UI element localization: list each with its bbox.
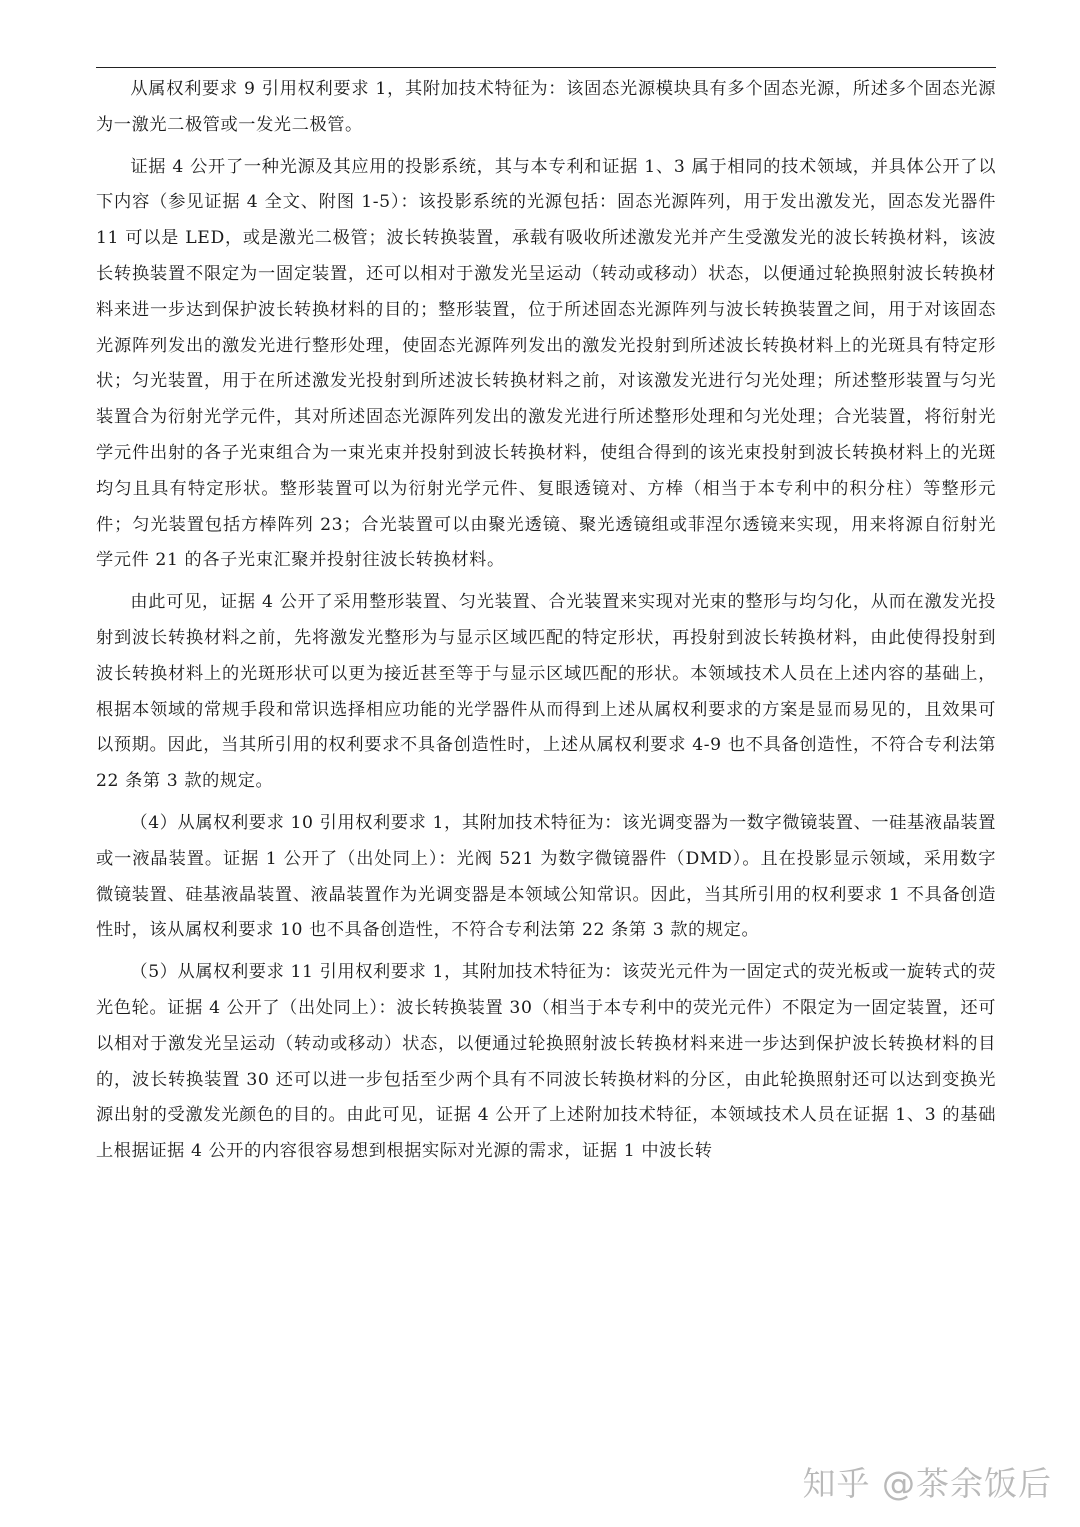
paragraph-claim-9: 从属权利要求 9 引用权利要求 1，其附加技术特征为：该固态光源模块具有多个固态光源，所述多个固态光源为一激光二极管或一发光二极管。 — [96, 79, 996, 135]
paragraph-evidence-4: 证据 4 公开了一种光源及其应用的投影系统，其与本专利和证据 1、3 属于相同的技术领域，并具体公开了以下内容（参见证据 4 全文、附图 1-5）：该投影系统的光源包括：固态光源阵列，用于发出激发光，固态发光器件 11 可以是 LED，或是激光二极管；波长转换装置，承载有吸收所述激发光并产生受激发光的波长转换材料，该波长转换装置不限定为一固定装置，还可以相对于激发光呈运动（转动或移动）状态，以便通过轮换照射波长转换材料来进一步达到保护波长转换材料的目的；整形装置，位于所述固态光源阵列与波长转换装置之间，用于对该固态光源阵列发出的激发光进行整形处理，使固态光源阵列发出的激发光投射到所述波长转换材料上的光斑具有特定形状；匀光装置，用于在所述激发光投射到所述波长转换材料之前，对该激发光进行匀光处理；所述整形装置与匀光装置合为衍射光学元件，其对所述固态光源阵列发出的激发光进行所述整形处理和匀光处理；合光装置，将衍射光学元件出射的各子光束组合为一束光束并投射到波长转换材料，使组合得到的该光束投射到波长转换材料上的光斑均匀且具有特定形状。整形装置可以为衍射光学元件、复眼透镜对、方棒（相当于本专利中的积分柱）等整形元件；匀光装置包括方棒阵列 23；合光装置可以由聚光透镜、聚光透镜组或菲涅尔透镜来实现，用来将源自衍射光学元件 21 的各子光束汇聚并投射往波长转换材料。 — [96, 156, 996, 571]
paragraph-claim-10: （4）从属权利要求 10 引用权利要求 1，其附加技术特征为：该光调变器为一数字微镜装置、一硅基液晶装置或一液晶装置。证据 1 公开了（出处同上）：光阀 521 为数字微镜器件（DMD）。且在投影显示领域，采用数字微镜装置、硅基液晶装置、液晶装置作为光调变器是本领域公知常识。因此，当其所引用的权利要求 1 不具备创造性时，该从属权利要求 10 也不具备创造性，不符合专利法第 22 条第 3 款的规定。 — [96, 812, 996, 941]
document-body — [96, 72, 996, 1176]
zhihu-watermark: 知乎 @茶余饭后 — [802, 1464, 1052, 1503]
header-rule — [96, 67, 996, 68]
paragraph-claim-11: （5）从属权利要求 11 引用权利要求 1，其附加技术特征为：该荧光元件为一固定式的荧光板或一旋转式的荧光色轮。证据 4 公开了（出处同上）：波长转换装置 30（相当于本专利中的荧光元件）不限定为一固定装置，还可以相对于激发光呈运动（转动或移动）状态，以便通过轮换照射波长转换材料来进一步达到保护波长转换材料的目的，波长转换装置 30 还可以进一步包括至少两个具有不同波长转换材料的分区，由此轮换照射还可以达到变换光源出射的受激发光颜色的目的。由此可见，证据 4 公开了上述附加技术特征，本领域技术人员在证据 1、3 的基础上根据证据 4 公开的内容很容易想到根据实际对光源的需求，证据 1 中波长转 — [96, 962, 996, 1162]
paragraph-conclusion-claims-4-9: 由此可见，证据 4 公开了采用整形装置、匀光装置、合光装置来实现对光束的整形与均匀化，从而在激发光投射到波长转换材料之前，先将激发光整形为与显示区域匹配的特定形状，再投射到波长转换材料，由此使得投射到波长转换材料上的光斑形状可以更为接近甚至等于与显示区域匹配的形状。本领域技术人员在上述内容的基础上，根据本领域的常规手段和常识选择相应功能的光学器件从而得到上述从属权利要求的方案是显而易见的，且效果可以预期。因此，当其所引用的权利要求不具备创造性时，上述从属权利要求 4-9 也不具备创造性，不符合专利法第 22 条第 3 款的规定。 — [96, 592, 996, 792]
